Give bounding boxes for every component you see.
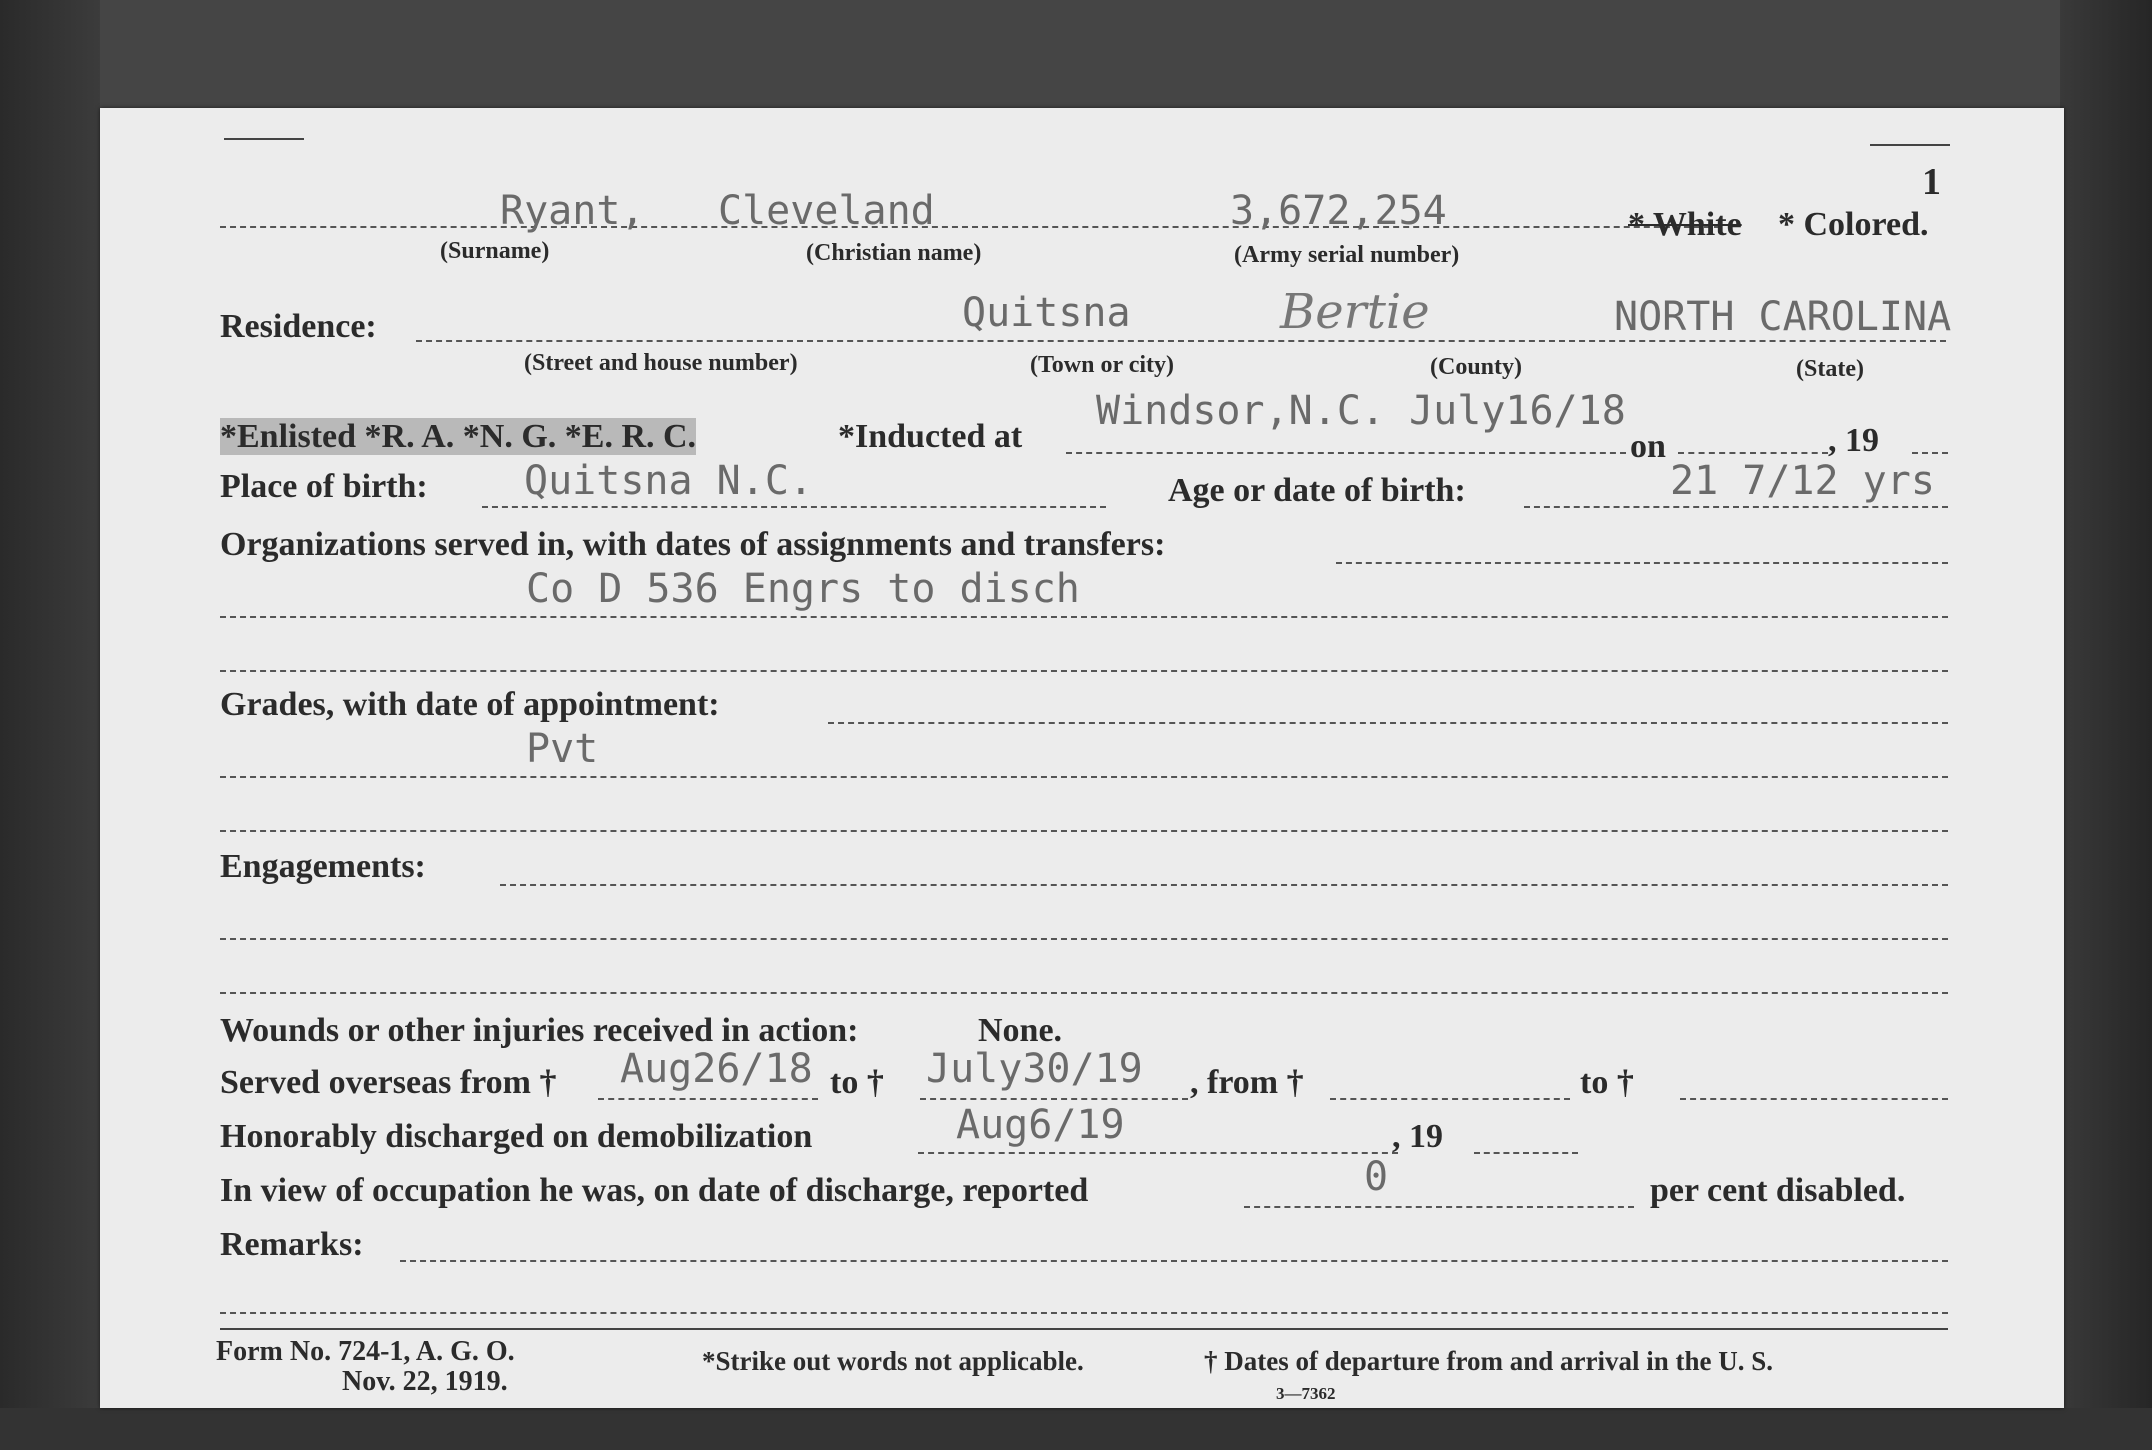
enlisted-options-text: *Enlisted *R. A. *N. G. *E. R. C. <box>220 418 697 455</box>
inducted-line <box>1066 452 1626 454</box>
overseas-to-line <box>920 1098 1188 1100</box>
name-line <box>220 226 1720 228</box>
inducted-label: *Inducted at <box>838 418 1023 455</box>
engagements-label: Engagements: <box>220 848 426 885</box>
overseas-to-label: to † <box>830 1064 884 1101</box>
organizations-line-1 <box>1336 562 1948 564</box>
state-value: NORTH CAROLINA <box>1614 294 1952 340</box>
race-white-option: * White <box>1628 206 1742 243</box>
remarks-line-2 <box>220 1312 1948 1314</box>
scanner-bottom-edge <box>0 1408 2152 1450</box>
occupation-label: In view of occupation he was, on date of discharge, reported <box>220 1172 1089 1209</box>
town-value: Quitsna <box>962 290 1131 336</box>
street-caption: (Street and house number) <box>524 350 798 376</box>
enlisted-options <box>220 418 696 456</box>
disabled-line <box>1244 1206 1634 1208</box>
print-code: 3—7362 <box>1276 1384 1336 1403</box>
serial-number-value: 3,672,254 <box>1230 188 1447 234</box>
residence-line <box>416 340 1946 342</box>
organizations-line-2 <box>220 616 1948 618</box>
wounds-value: None. <box>978 1012 1063 1049</box>
county-caption: (County) <box>1430 354 1523 380</box>
organizations-value: Co D 536 Engrs to disch <box>526 566 1080 612</box>
wounds-label: Wounds or other injuries received in action: <box>220 1012 859 1049</box>
overseas-to-line-2 <box>1680 1098 1948 1100</box>
age-line <box>1524 506 1948 508</box>
overseas-label: Served overseas from † <box>220 1064 557 1101</box>
overseas-from-label-2: , from † <box>1190 1064 1304 1101</box>
engagements-line-3 <box>220 992 1948 994</box>
disabled-percent-value: 0 <box>1364 1154 1389 1200</box>
overseas-to-label-2: to † <box>1580 1064 1634 1101</box>
county-value: Bertie <box>1280 284 1430 340</box>
town-caption: (Town or city) <box>1030 352 1174 378</box>
race-colored-option: * Colored. <box>1778 206 1929 243</box>
footer-rule <box>220 1328 1948 1330</box>
age-label: Age or date of birth: <box>1168 472 1466 509</box>
organizations-label: Organizations served in, with dates of assignments and transfers: <box>220 526 1166 563</box>
grade-value: Pvt <box>526 726 599 772</box>
form-date: Nov. 22, 1919. <box>342 1366 508 1397</box>
grades-line-3 <box>220 830 1948 832</box>
year-prefix-1: , 19 <box>1828 422 1879 459</box>
serial-caption: (Army serial number) <box>1234 242 1460 268</box>
year-line-1 <box>1912 452 1948 454</box>
card-number: 1 <box>1922 161 1941 203</box>
birth-place-label: Place of birth: <box>220 468 428 505</box>
year-prefix-2: , 19 <box>1392 1118 1443 1155</box>
age-value: 21 7/12 yrs <box>1670 458 1935 504</box>
overseas-to-value: July30/19 <box>926 1046 1143 1092</box>
discharge-line <box>918 1152 1398 1154</box>
inducted-at-value: Windsor,N.C. July16/18 <box>1096 388 1626 434</box>
birth-place-line <box>482 506 1106 508</box>
disabled-suffix: per cent disabled. <box>1650 1172 1906 1209</box>
on-label: on <box>1630 428 1666 465</box>
corner-rule-left <box>224 138 304 140</box>
remarks-line-1 <box>400 1260 1948 1262</box>
overseas-from-line <box>598 1098 818 1100</box>
christian-name-value: Cleveland <box>718 188 935 234</box>
discharge-label: Honorably discharged on demobilization <box>220 1118 813 1155</box>
organizations-line-3 <box>220 670 1948 672</box>
service-record-card <box>100 108 2064 1408</box>
dates-note: † Dates of departure from and arrival in the U. S. <box>1204 1346 1773 1376</box>
engagements-line-1 <box>500 884 1948 886</box>
grades-label: Grades, with date of appointment: <box>220 686 720 723</box>
year-line-2 <box>1474 1152 1578 1154</box>
grades-line-2 <box>220 776 1948 778</box>
surname-value: Ryant, <box>500 188 645 234</box>
discharge-date-value: Aug6/19 <box>956 1102 1125 1148</box>
on-line <box>1678 452 1828 454</box>
residence-label: Residence: <box>220 308 377 345</box>
card-behind <box>100 0 2060 110</box>
engagements-line-2 <box>220 938 1948 940</box>
birth-place-value: Quitsna N.C. <box>524 458 813 504</box>
form-number: Form No. 724-1, A. G. O. <box>216 1336 515 1367</box>
overseas-from-value: Aug26/18 <box>620 1046 813 1092</box>
state-caption: (State) <box>1796 356 1864 382</box>
corner-rule-right <box>1870 144 1950 146</box>
overseas-from-line-2 <box>1330 1098 1570 1100</box>
remarks-label: Remarks: <box>220 1226 364 1263</box>
christian-name-caption: (Christian name) <box>806 240 982 266</box>
surname-caption: (Surname) <box>440 238 550 264</box>
strike-note: *Strike out words not applicable. <box>702 1346 1084 1376</box>
grades-line-1 <box>828 722 1948 724</box>
